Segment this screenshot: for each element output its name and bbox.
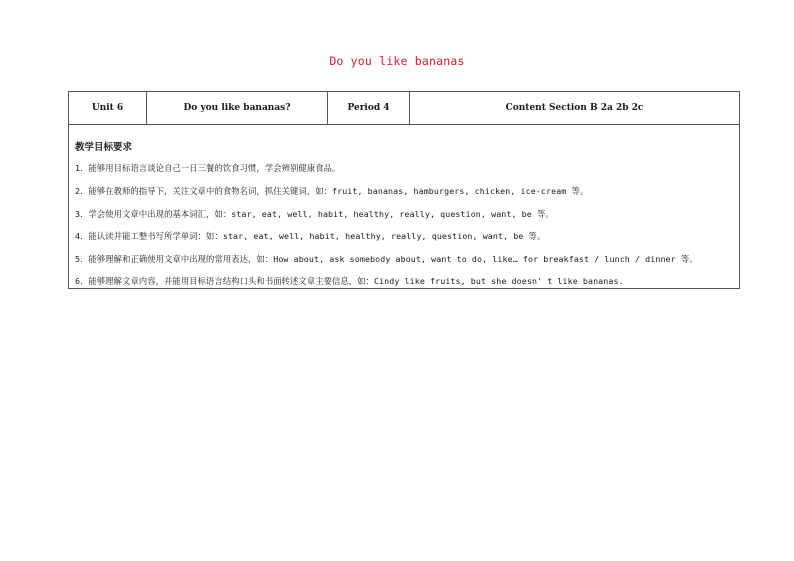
lesson-title-cell: Do you like bananas? [147, 92, 328, 124]
objective-item: 6．能够理解文章内容，并能用目标语言结构口头和书面转述文章主要信息，如：Cindy like fruits, but she doesn' t like bananas. [75, 276, 624, 286]
period-cell: Period 4 [328, 92, 410, 124]
lesson-table [68, 91, 740, 289]
objective-item: 4．能认读并能工整书写所学单词：如：star, eat, well, habit, healthy, really, question, want, be 等。 [75, 231, 546, 241]
unit-cell: Unit 6 [69, 92, 147, 124]
content-cell: Content Section B 2a 2b 2c [505, 103, 644, 113]
objective-item: 3．学会使用文章中出现的基本词汇，如：star, eat, well, habit, healthy, really, question, want, be 等。 [75, 209, 554, 219]
objective-item: 5．能够理解和正确使用文章中出现的常用表达，如：How about, ask somebody about, want to do, like… for breakfast / lunch / dinner 等。 [75, 254, 698, 264]
document-title: Do you like bananas [329, 54, 465, 68]
objective-item: 1．能够用目标语言谈论自己一日三餐的饮食习惯，学会辨别健康食品。 [75, 163, 341, 173]
section-title: 教学目标要求 [75, 142, 133, 153]
objective-item: 2．能够在教师的指导下，关注文章中的食物名词，抓住关键词，如：fruit, bananas, hamburgers, chicken, ice-cream 等。 [75, 186, 589, 196]
table-header-row [69, 92, 739, 125]
